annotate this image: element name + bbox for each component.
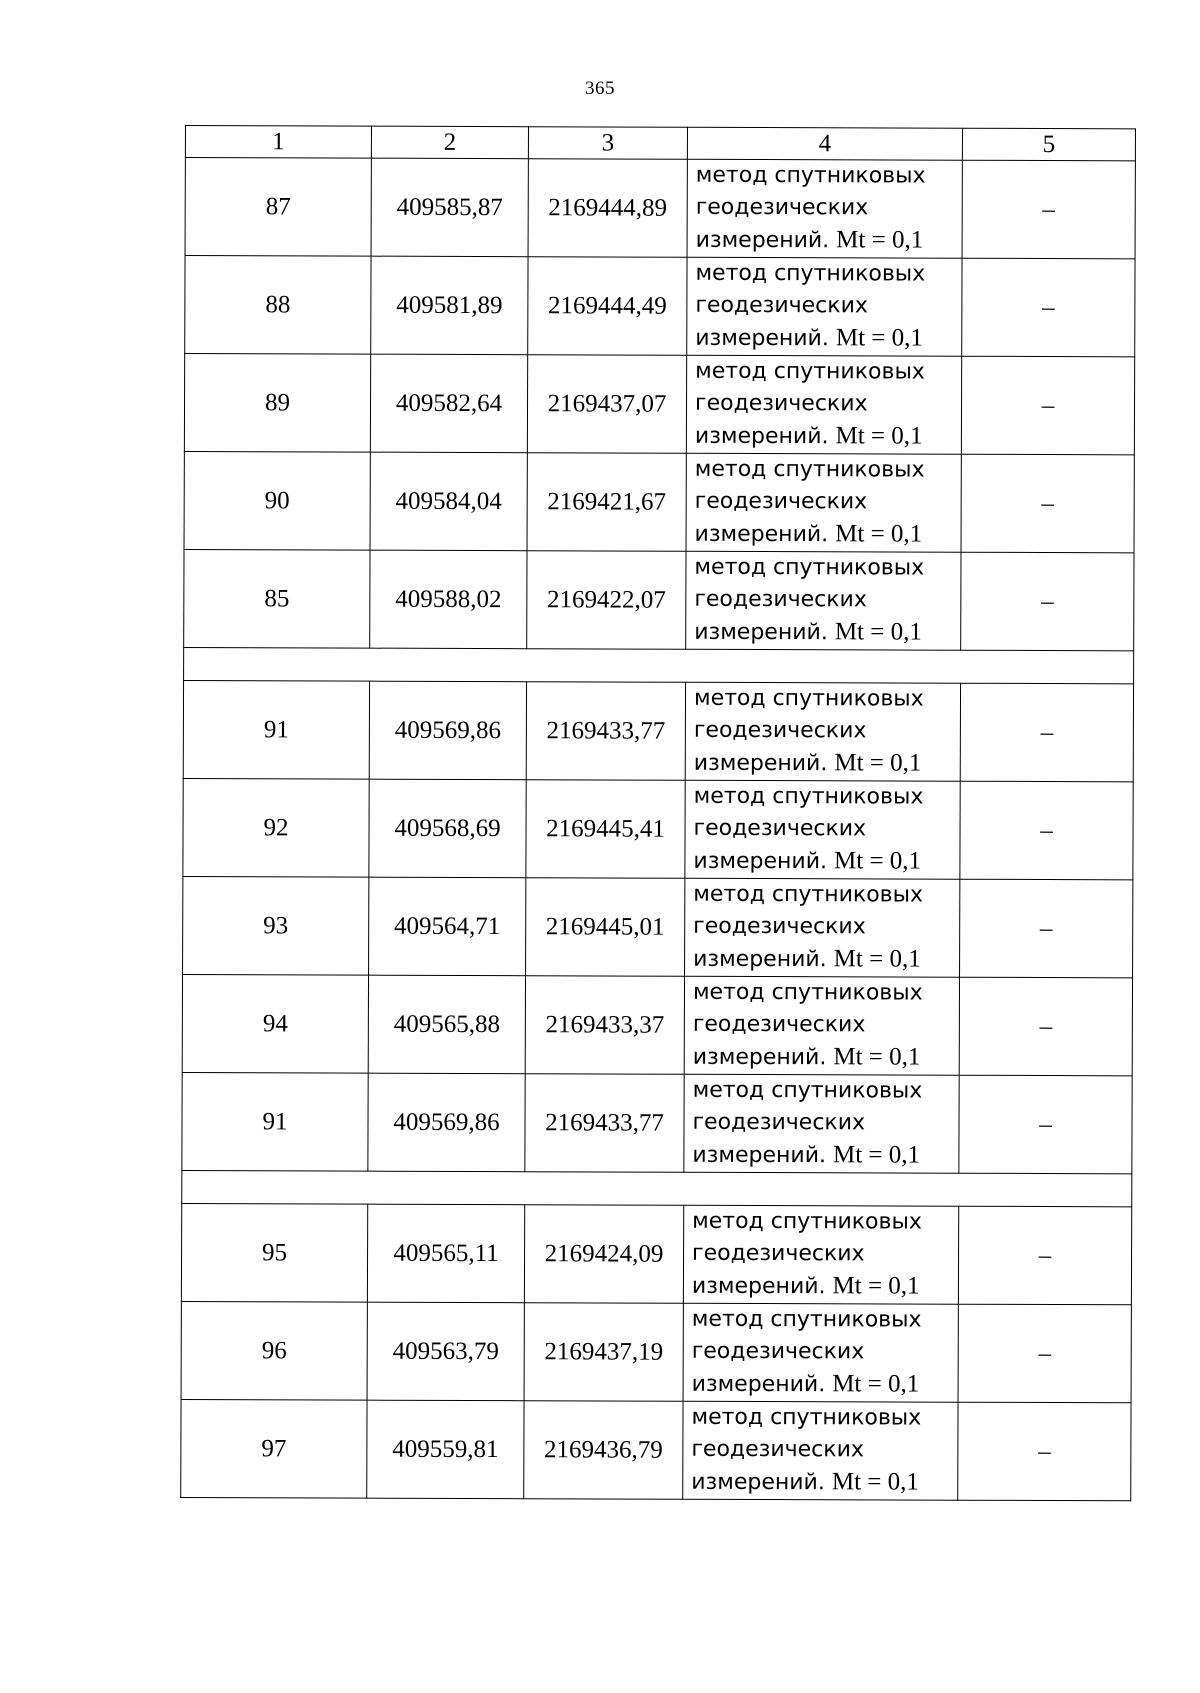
- accuracy-value: Mt = 0,1: [833, 847, 922, 875]
- method-line-3-text: измерений.: [695, 325, 829, 352]
- method-line-2: геодезических: [694, 390, 868, 417]
- x-coordinate-cell: 409588,02: [370, 550, 527, 649]
- y-coordinate-cell: 2169424,09: [524, 1205, 683, 1304]
- accuracy-value: Mt = 0,1: [835, 324, 923, 352]
- notes-cell: –: [959, 977, 1132, 1076]
- method-line-1: метод спутниковых: [693, 685, 924, 712]
- method-line-3: [693, 1041, 959, 1075]
- notes-cell: –: [958, 1304, 1131, 1403]
- method-line-1: метод спутниковых: [695, 162, 926, 189]
- y-coordinate-cell: 2169444,89: [528, 159, 687, 258]
- method-line-3-text: измерений.: [691, 1469, 825, 1496]
- y-coordinate-cell: 2169436,79: [524, 1401, 683, 1500]
- method-line-3: [691, 1466, 957, 1500]
- method-line-3-text: измерений.: [693, 750, 828, 777]
- point-number-cell: 92: [183, 778, 369, 877]
- y-coordinate-cell: 2169445,41: [526, 780, 685, 879]
- notes-cell: –: [962, 160, 1135, 259]
- point-number-cell: 91: [182, 1072, 368, 1171]
- accuracy-value: Mt = 0,1: [833, 1043, 921, 1071]
- point-number-cell: 87: [185, 158, 371, 257]
- accuracy-value: Mt = 0,1: [831, 1468, 919, 1496]
- point-number-cell: 88: [185, 256, 371, 355]
- method-line-3-text: измерений.: [692, 1142, 827, 1169]
- y-coordinate-cell: 2169445,01: [526, 878, 685, 977]
- method-line-3: [692, 1270, 958, 1304]
- separator-row: [182, 1170, 1132, 1206]
- y-coordinate-cell: 2169433,37: [525, 976, 684, 1075]
- accuracy-value: Mt = 0,1: [833, 945, 921, 973]
- y-coordinate-cell: 2169437,19: [524, 1303, 683, 1402]
- accuracy-value: Mt = 0,1: [834, 749, 922, 777]
- point-number-cell: 90: [184, 451, 370, 550]
- method-line-2: геодезических: [694, 586, 867, 613]
- x-coordinate-cell: 409569,86: [368, 1073, 525, 1172]
- y-coordinate-cell: 2169433,77: [526, 682, 685, 781]
- point-number-cell: 85: [184, 549, 370, 648]
- method-line-1: метод спутниковых: [692, 1208, 922, 1235]
- method-line-3-text: измерений.: [694, 619, 828, 646]
- accuracy-value: Mt = 0,1: [835, 520, 923, 548]
- notes-cell: –: [961, 454, 1134, 553]
- x-coordinate-cell: 409585,87: [371, 158, 528, 257]
- point-number-cell: 94: [182, 974, 368, 1073]
- point-number-cell: 89: [184, 354, 370, 453]
- method-cell: [684, 1074, 959, 1173]
- method-line-3-text: измерений.: [694, 521, 829, 548]
- method-line-1: метод спутниковых: [693, 783, 924, 810]
- table-row: [181, 1301, 1131, 1402]
- method-line-2: геодезических: [695, 292, 868, 319]
- notes-cell: –: [960, 781, 1133, 880]
- method-line-2: геодезических: [691, 1338, 865, 1365]
- x-coordinate-cell: 409584,04: [370, 452, 527, 551]
- accuracy-value: Mt = 0,1: [832, 1272, 920, 1300]
- header-cell-3: 3: [528, 127, 687, 160]
- header-cell-5: 5: [962, 128, 1135, 161]
- y-coordinate-cell: 2169421,67: [527, 453, 686, 552]
- method-line-1: метод спутниковых: [691, 1306, 922, 1333]
- accuracy-value: Mt = 0,1: [835, 422, 923, 450]
- header-cell-4: 4: [687, 127, 962, 160]
- notes-cell: –: [961, 552, 1134, 651]
- table-row: [182, 974, 1132, 1075]
- x-coordinate-cell: 409569,86: [369, 681, 526, 780]
- method-line-2: геодезических: [693, 815, 867, 842]
- method-line-1: метод спутниковых: [693, 881, 924, 908]
- x-coordinate-cell: 409559,81: [367, 1400, 524, 1499]
- notes-cell: –: [960, 683, 1133, 782]
- method-cell: [686, 453, 961, 552]
- notes-cell: –: [958, 1402, 1131, 1501]
- x-coordinate-cell: 409581,89: [371, 256, 528, 355]
- separator-cell: [184, 647, 1134, 683]
- method-cell: [683, 1303, 958, 1402]
- coordinates-table-wrapper: [180, 125, 1135, 1501]
- method-line-3: [693, 943, 959, 977]
- point-number-cell: 96: [181, 1301, 367, 1400]
- method-line-3-text: измерений.: [691, 1273, 826, 1300]
- method-cell: [685, 682, 960, 781]
- separator-row: [184, 647, 1134, 683]
- method-line-1: метод спутниковых: [692, 1077, 923, 1104]
- method-cell: [683, 1205, 958, 1304]
- method-line-1: метод спутниковых: [694, 456, 925, 483]
- table-row: [185, 256, 1135, 357]
- method-line-2: геодезических: [692, 1240, 865, 1267]
- method-line-2: геодезических: [694, 488, 868, 515]
- accuracy-value: Mt = 0,1: [832, 1141, 921, 1169]
- method-cell: [684, 976, 959, 1075]
- method-line-2: геодезических: [693, 913, 866, 940]
- method-line-1: метод спутниковых: [695, 358, 925, 385]
- method-line-3: [696, 224, 962, 258]
- header-cell-2: 2: [371, 126, 528, 159]
- method-line-2: геодезических: [692, 1109, 866, 1136]
- table-row: [182, 1072, 1132, 1173]
- x-coordinate-cell: 409568,69: [369, 779, 526, 878]
- method-line-3-text: измерений.: [693, 946, 827, 973]
- method-cell: [687, 257, 962, 356]
- notes-cell: –: [961, 356, 1134, 455]
- method-line-3: [693, 845, 959, 879]
- accuracy-value: Mt = 0,1: [834, 618, 922, 646]
- point-number-cell: 95: [181, 1203, 367, 1302]
- y-coordinate-cell: 2169433,77: [525, 1074, 684, 1173]
- x-coordinate-cell: 409565,11: [367, 1204, 524, 1303]
- separator-cell: [182, 1170, 1132, 1206]
- x-coordinate-cell: 409563,79: [367, 1302, 524, 1401]
- header-row: [185, 126, 1135, 161]
- table-row: [181, 1203, 1131, 1304]
- table-row: [183, 778, 1133, 879]
- method-line-3-text: измерений.: [693, 848, 828, 875]
- method-cell: [686, 551, 961, 650]
- notes-cell: –: [959, 1075, 1132, 1174]
- method-line-3-text: измерений.: [692, 1044, 827, 1071]
- method-line-2: геодезических: [691, 1436, 864, 1463]
- method-line-3: [695, 322, 961, 356]
- method-line-3: [694, 747, 960, 781]
- method-line-1: метод спутниковых: [691, 1404, 922, 1431]
- point-number-cell: 97: [181, 1399, 367, 1498]
- table-row: [183, 876, 1133, 977]
- method-line-3: [695, 420, 961, 454]
- x-coordinate-cell: 409565,88: [368, 975, 525, 1074]
- x-coordinate-cell: 409582,64: [370, 354, 527, 453]
- table-row: [184, 354, 1134, 455]
- table-row: [184, 549, 1134, 650]
- method-line-3-text: измерений.: [694, 423, 829, 450]
- method-line-3-text: измерений.: [695, 227, 830, 254]
- method-cell: [685, 780, 960, 879]
- notes-cell: –: [958, 1206, 1131, 1305]
- table-row: [181, 1399, 1131, 1500]
- table-body: [181, 126, 1136, 1501]
- page-number: 365: [585, 78, 615, 99]
- method-line-1: метод спутниковых: [694, 554, 925, 581]
- accuracy-value: Mt = 0,1: [832, 1370, 920, 1398]
- table-row: [185, 158, 1135, 259]
- method-cell: [683, 1401, 958, 1500]
- accuracy-value: Mt = 0,1: [836, 226, 924, 254]
- y-coordinate-cell: 2169444,49: [528, 257, 687, 356]
- method-cell: [687, 159, 962, 258]
- coordinates-table: [180, 125, 1136, 1501]
- notes-cell: –: [962, 258, 1135, 357]
- notes-cell: –: [960, 879, 1133, 978]
- table-row: [183, 680, 1133, 781]
- method-line-3: [692, 1139, 958, 1173]
- point-number-cell: 93: [183, 876, 369, 975]
- table-row: [184, 451, 1134, 552]
- method-line-3: [694, 616, 960, 650]
- method-line-2: геодезических: [692, 1011, 866, 1038]
- method-cell: [686, 355, 961, 454]
- y-coordinate-cell: 2169422,07: [527, 551, 686, 650]
- method-line-1: метод спутниковых: [692, 979, 923, 1006]
- method-cell: [685, 878, 960, 977]
- method-line-1: метод спутниковых: [695, 260, 926, 287]
- x-coordinate-cell: 409564,71: [369, 877, 526, 976]
- method-line-3: [695, 518, 961, 552]
- method-line-2: геодезических: [693, 717, 867, 744]
- method-line-3: [692, 1368, 958, 1402]
- header-cell-1: 1: [185, 126, 371, 159]
- point-number-cell: 91: [183, 680, 369, 779]
- y-coordinate-cell: 2169437,07: [527, 355, 686, 454]
- method-line-2: геодезических: [695, 194, 869, 221]
- method-line-3-text: измерений.: [691, 1371, 826, 1398]
